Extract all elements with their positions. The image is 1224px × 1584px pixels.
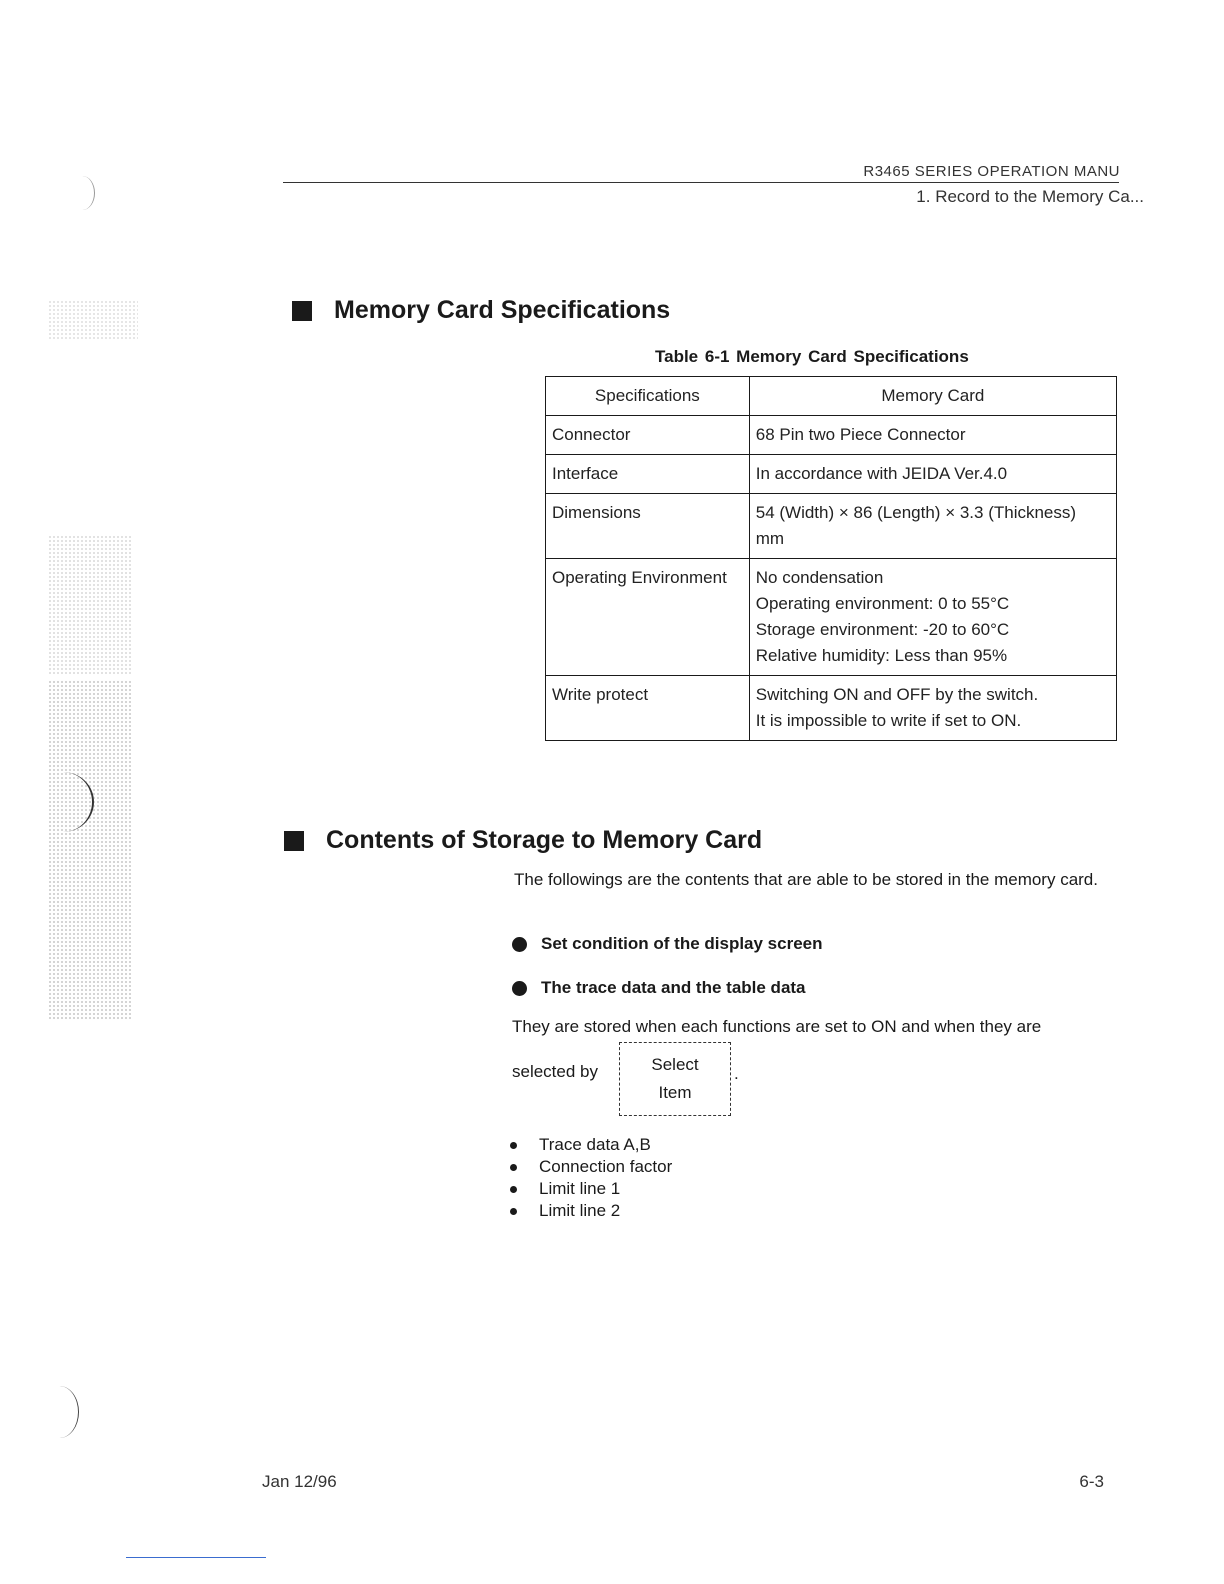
table-cell-spec: Dimensions (546, 494, 750, 559)
list-item-text: Connection factor (539, 1157, 673, 1176)
selected-by-text: selected by (512, 1062, 598, 1081)
running-header-section: 1. Record to the Memory Ca... (916, 187, 1144, 206)
table-cell-value (749, 494, 1116, 559)
cell-line: Operating environment: 0 to 55°C (755, 594, 1010, 613)
cell-line: 68 Pin two Piece Connector (755, 425, 966, 444)
list-item-text: Limit line 2 (539, 1201, 621, 1220)
section-heading-text: Contents of Storage to Memory Card (326, 826, 763, 854)
table-row (546, 416, 1117, 455)
table-caption: Table 6-1 Memory Card Specifications (655, 347, 969, 366)
list-item (510, 1156, 672, 1178)
cell-line: No condensation (755, 568, 884, 587)
bullet-dot-icon (510, 1142, 517, 1149)
content-bullet-text: The trace data and the table data (541, 978, 806, 997)
bullet-dot-icon (510, 1164, 517, 1171)
table-cell-value (749, 559, 1116, 676)
softkey-label-line: Select (651, 1055, 699, 1074)
table-cell-value (749, 676, 1116, 741)
bullet-dot-icon (510, 1186, 517, 1193)
footer-date: Jan 12/96 (262, 1472, 337, 1491)
sentence-period: . (734, 1064, 739, 1083)
scan-artifact (48, 300, 138, 340)
content-bullet (512, 934, 823, 954)
bottom-rule (126, 1557, 266, 1558)
running-header-manual: R3465 SERIES OPERATION MANU (863, 163, 1120, 180)
table-header-row (546, 377, 1117, 416)
scan-artifact (48, 535, 132, 675)
stored-items-list (510, 1134, 672, 1222)
binding-hole-mark (70, 176, 95, 210)
table-cell-spec: Interface (546, 455, 750, 494)
cell-line: Switching ON and OFF by the switch. (755, 685, 1039, 704)
cell-line: It is impossible to write if set to ON. (755, 711, 1022, 730)
cell-line: mm (755, 529, 785, 548)
table-cell-value (749, 416, 1116, 455)
table-cell-spec: Connector (546, 416, 750, 455)
bullet-dot-icon (510, 1208, 517, 1215)
table-row (546, 559, 1117, 676)
bullet-dot-icon (512, 981, 527, 996)
cell-line: 54 (Width) × 86 (Length) × 3.3 (Thickness) (755, 503, 1077, 522)
cell-line: Relative humidity: Less than 95% (755, 646, 1008, 665)
list-item (510, 1178, 672, 1200)
column-header: Memory Card (749, 377, 1116, 416)
bullet-dot-icon (512, 937, 527, 952)
content-bullet-text: Set condition of the display screen (541, 934, 823, 953)
list-item-text: Limit line 1 (539, 1179, 621, 1198)
cell-line: In accordance with JEIDA Ver.4.0 (755, 464, 1008, 483)
table-row (546, 494, 1117, 559)
column-header: Specifications (546, 377, 750, 416)
table-row (546, 676, 1117, 741)
square-bullet-icon (284, 831, 304, 851)
scan-artifact (48, 680, 132, 1020)
cell-line: Storage environment: -20 to 60°C (755, 620, 1010, 639)
content-bullet (512, 978, 806, 998)
table-row (546, 455, 1117, 494)
list-item (510, 1134, 672, 1156)
binding-hole-mark (40, 1386, 79, 1438)
intro-paragraph: The followings are the contents that are able to be stored in the memory card. (514, 870, 1098, 889)
section-heading-text: Memory Card Specifications (334, 296, 671, 324)
section-heading-storage-contents (284, 826, 762, 855)
section-heading-specifications (292, 296, 670, 325)
stored-sentence: They are stored when each functions are set to ON and when they are (512, 1017, 1042, 1036)
spec-table (545, 376, 1117, 741)
select-item-softkey (619, 1042, 731, 1116)
softkey-label-line: Item (658, 1083, 692, 1102)
list-item-text: Trace data A,B (539, 1135, 651, 1154)
list-item (510, 1200, 672, 1222)
header-rule (283, 182, 1119, 183)
page-number: 6-3 (1079, 1472, 1104, 1491)
binding-hole-mark (32, 772, 94, 832)
table-cell-spec: Write protect (546, 676, 750, 741)
table-cell-value (749, 455, 1116, 494)
table-cell-spec: Operating Environment (546, 559, 750, 676)
square-bullet-icon (292, 301, 312, 321)
